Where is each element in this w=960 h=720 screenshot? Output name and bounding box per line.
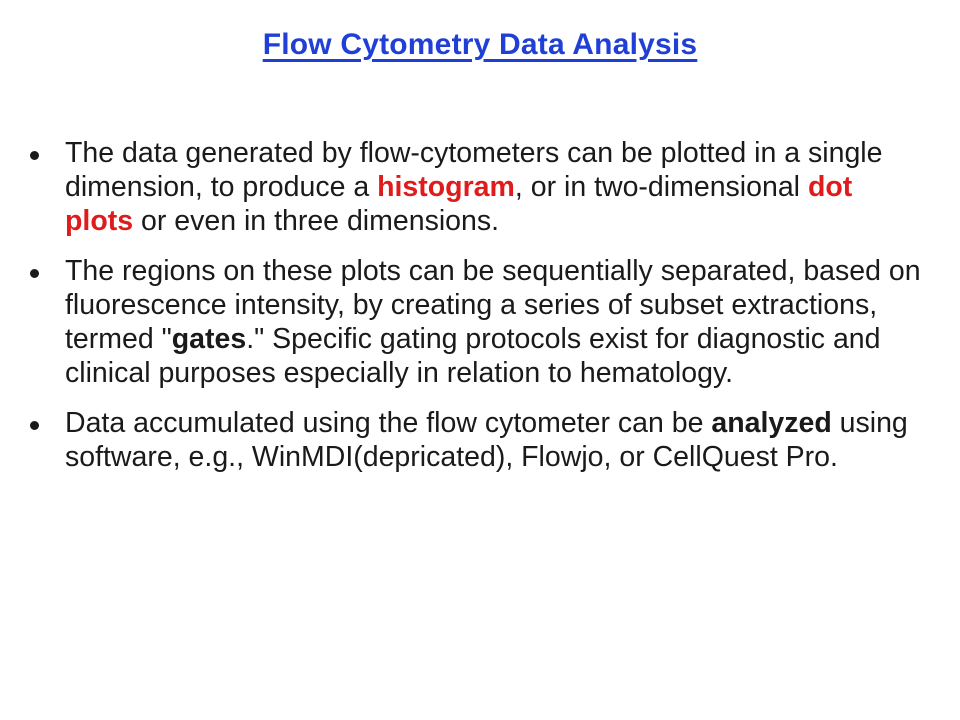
- bullet-text: or even in three dimensions.: [133, 205, 500, 237]
- bullet-list: [28, 136, 928, 490]
- bullet-icon: [30, 421, 39, 430]
- emphasis-histogram: histogram: [377, 171, 515, 203]
- slide-title[interactable]: [0, 28, 960, 62]
- bullet-text: The regions on these plots can be sequentially separated, based on fluorescence intensity, by creating a series of subset extractions, termed ": [65, 255, 921, 355]
- bullet-text: ." Specific gating protocols exist for diagnostic and clinical purposes especially in relation to hematology.: [65, 323, 881, 389]
- bullet-text: The data generated by flow-cytometers can be plotted in a single dimension, to produce a: [65, 137, 883, 203]
- bullet-text: using software, e.g., WinMDI(depricated), Flowjo, or CellQuest Pro.: [65, 407, 908, 473]
- bullet-item: [28, 406, 928, 474]
- emphasis-gates: gates: [171, 323, 247, 355]
- emphasis-analyzed: analyzed: [711, 407, 832, 439]
- bullet-item: [28, 136, 928, 238]
- bullet-text: Data accumulated using the flow cytometer can be: [65, 407, 712, 439]
- slide-title-link[interactable]: Flow Cytometry Data Analysis: [262, 28, 698, 61]
- bullet-icon: [30, 151, 39, 160]
- bullet-icon: [30, 269, 39, 278]
- bullet-item: [28, 254, 928, 390]
- bullet-text: , or in two-dimensional: [514, 171, 808, 203]
- emphasis-dot-plots: dot plots: [65, 171, 853, 237]
